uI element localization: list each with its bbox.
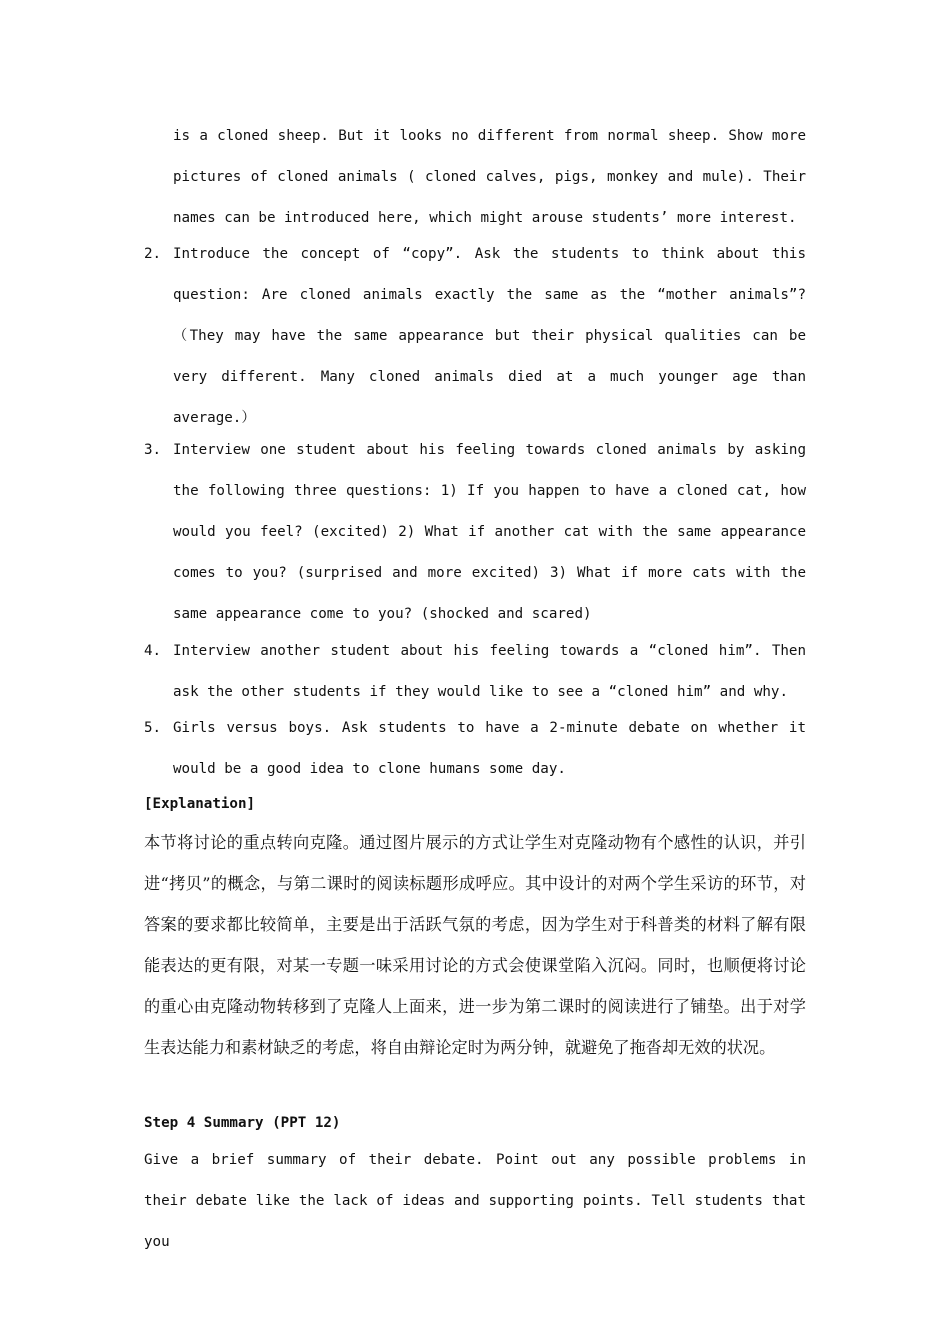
- list-item-4: [144, 631, 806, 713]
- list-item-text: Interview another student about his feeling towards a “cloned him”. Then ask the other students if they would like to see a “cloned him” and why.: [173, 643, 806, 700]
- list-number: 5.: [144, 720, 162, 736]
- list-number: 3.: [144, 442, 162, 458]
- list-item-text: Introduce the concept of “copy”. Ask the students to think about this question: Are cloned animals exactly the same as the “mother animals”? （They may have the same appearance but their physical qualities can be very different. Many cloned animals died at a much younger age than average.）: [173, 246, 806, 426]
- explanation-paragraph: 本节将讨论的重点转向克隆。通过图片展示的方式让学生对克隆动物有个感性的认识，并引进“拷贝”的概念，与第二课时的阅读标题形成呼应。其中设计的对两个学生采访的环节，对答案的要求都比较简单，主要是出于活跃气氛的考虑，因为学生对于科普类的材料了解有限能表达的更有限，对某一专题一味采用讨论的方式会使课堂陷入沉闷。同时，也顺便将讨论的重心由克隆动物转移到了克隆人上面来，进一步为第二课时的阅读进行了铺垫。出于对学生表达能力和素材缺乏的考虑，将自由辩论定时为两分钟，就避免了拖沓却无效的状况。: [144, 833, 806, 1057]
- list-item-text: Interview one student about his feeling towards cloned animals by asking the following three questions: 1) If you happen to have a cloned cat, how would you feel? (excited) 2) What if another cat with the same appearance comes to you? (surprised and more excited) 3) What if more cats with the same appearance come to you? (shocked and scared): [173, 442, 806, 622]
- list-number: 4.: [144, 643, 162, 659]
- list-item-text: Girls versus boys. Ask students to have a 2-minute debate on whether it would be a good idea to clone humans some day.: [173, 720, 806, 777]
- item-1-continuation: is a cloned sheep. But it looks no different from normal sheep. Show more pictures of cloned animals ( cloned calves, pigs, monkey and mule). Their names can be introduced here, which might arouse students’ more interest.: [173, 128, 806, 226]
- list-item-2: [144, 234, 806, 439]
- step-4-heading: Step 4 Summary (PPT 12): [144, 1115, 341, 1131]
- explanation-heading: [Explanation]: [144, 796, 256, 812]
- step-4-paragraph: Give a brief summary of their debate. Point out any possible problems in their debate like the lack of ideas and supporting points. Tell students that you: [144, 1152, 806, 1250]
- list-item-5: [144, 708, 806, 790]
- list-item-3: [144, 430, 806, 635]
- list-number: 2.: [144, 246, 162, 262]
